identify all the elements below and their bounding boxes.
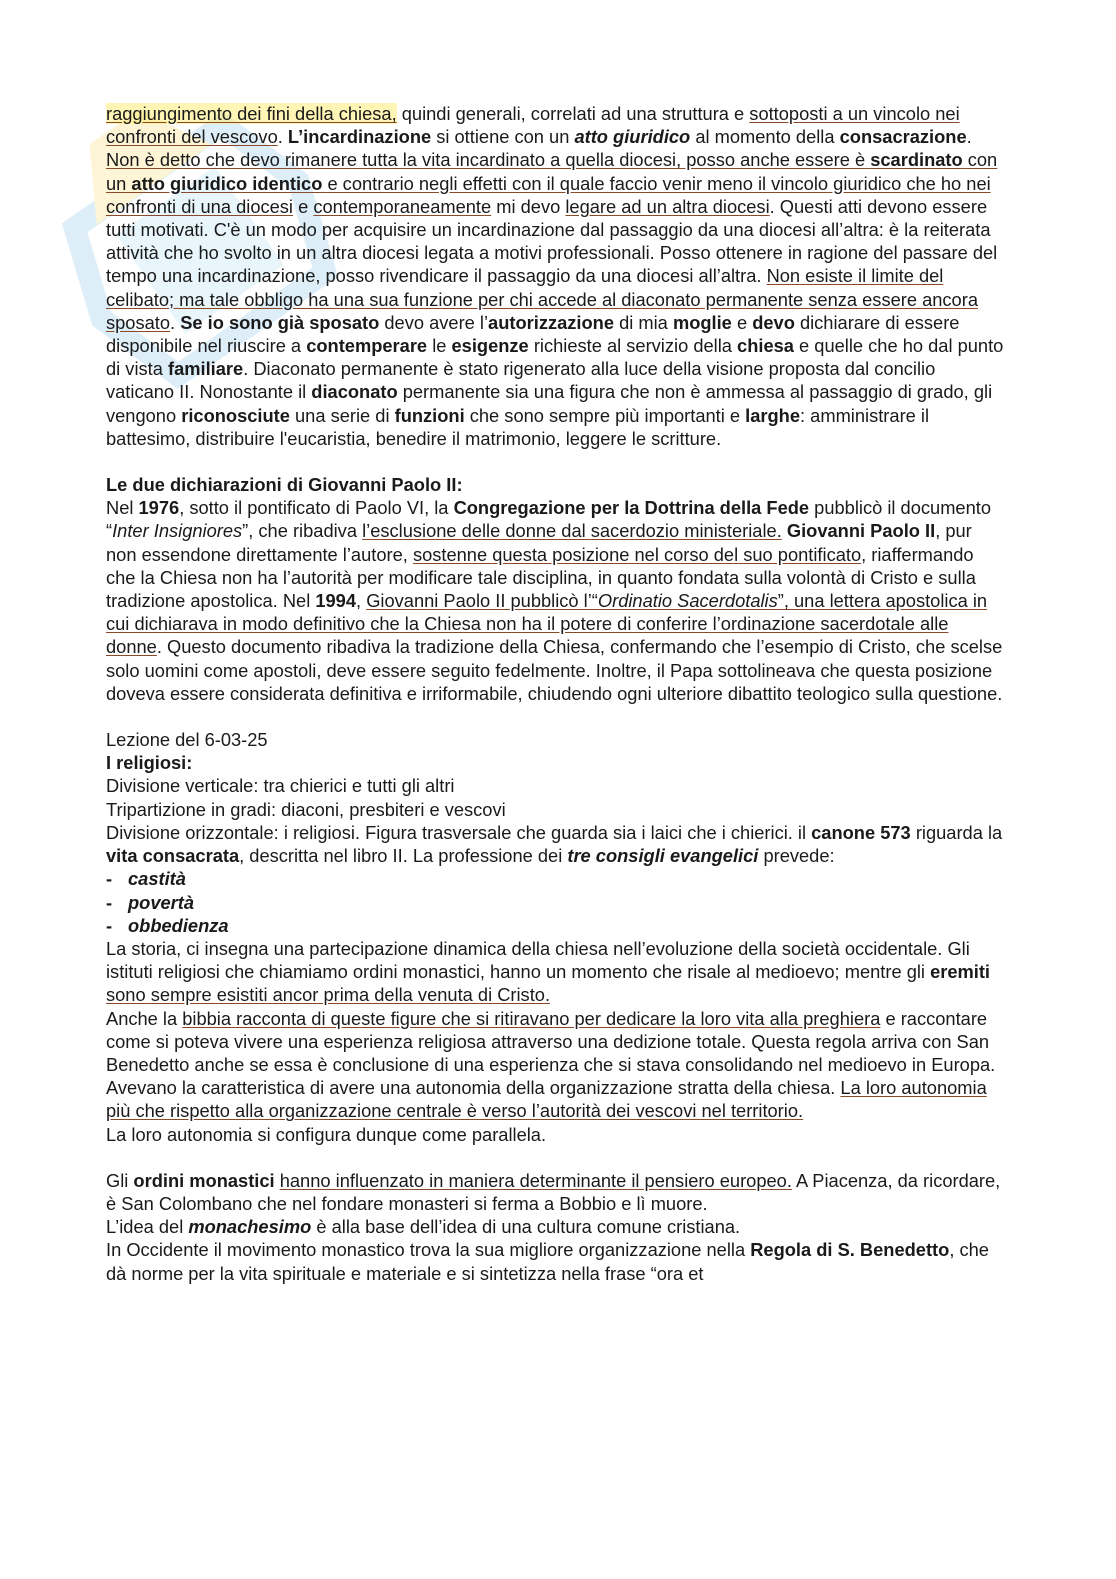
text-run: Se io sono già sposato — [180, 311, 380, 333]
text-run: . Questi atti devono essere tutti motivati. C'è un modo per acquisire un incardinazione dal passaggio da una diocesi all’altra: è la reiterata attività che ho svolto in un altra diocesi legata a motivi professionali. Posso ottenere in ragione del passare del tempo una incardinazione, posso rivendicare il passaggio da una diocesi all’altra. — [106, 195, 998, 287]
text-run: 1994 — [315, 590, 357, 612]
text-run: Nel — [106, 497, 139, 519]
text-run: , — [356, 590, 367, 612]
text-run: riguarda la — [910, 821, 1003, 843]
text-run: di mia — [614, 311, 673, 333]
text-run: è alla base dell’idea di una cultura comune cristiana. — [311, 1216, 741, 1238]
text-run: devo avere l’ — [379, 311, 489, 333]
text-run: vita consacrata — [106, 845, 240, 867]
paragraph-monachesimo — [106, 1215, 1006, 1238]
text-run: Giovanni Paolo II pubblicò l’“ — [366, 590, 598, 612]
lesson-date: Lezione del 6-03-25 — [106, 729, 268, 751]
paragraph-incardinazione — [106, 102, 1006, 450]
text-run: consacrazione — [839, 126, 967, 148]
text-run: 1976 — [138, 497, 180, 519]
text-run: richieste al servizio della — [528, 335, 738, 357]
paragraph-dichiarazioni — [106, 496, 1006, 705]
text-run: autorizzazione — [488, 311, 614, 333]
text-run: tre consigli evangelici — [567, 845, 759, 867]
text-run: ”, una lettera apostolica in cui dichiarava in modo definitivo che la Chiesa non ha il potere di conferire l’ordinazione sacerdotale alle donne — [106, 590, 988, 658]
text-run: pubblicò il documento “ — [106, 497, 992, 542]
text-run: L’incardinazione — [287, 126, 432, 148]
text-run: , che dà norme per la vita spirituale e materiale e si sintetizza nella frase “ora et — [106, 1239, 989, 1284]
line-divisione-verticale: Divisione verticale: tra chierici e tutti gli altri — [106, 775, 455, 797]
text-run: diaconato — [311, 381, 398, 403]
text-run: monachesimo — [188, 1216, 312, 1238]
text-run: contemperare — [306, 335, 428, 357]
text-run: Regola di S. Benedetto — [750, 1239, 950, 1261]
text-run: sono sempre esistiti ancor prima della venuta di Cristo. — [106, 984, 551, 1006]
text-run: Congregazione per la Dottrina della Fede — [453, 497, 810, 519]
text-run: moglie — [672, 311, 732, 333]
text-run: Non esiste il limite del celibato; ma tale obbligo ha una sua funzione per chi accede al diaconato permanente senza essere ancora sposato — [106, 265, 978, 333]
text-run: larghe — [745, 404, 801, 426]
heading-religiosi: I religiosi: — [106, 752, 193, 774]
paragraph-bibbia — [106, 1007, 1006, 1123]
text-run: scardinato — [870, 149, 963, 171]
list-item: - obbedienza — [106, 914, 229, 936]
text-run: l’esclusione delle donne dal sacerdozio ministeriale. — [362, 520, 782, 542]
text-run: L’idea del — [106, 1216, 189, 1238]
text-run: raggiungimento dei fini della chiesa, — [106, 103, 397, 124]
text-run: . — [277, 126, 288, 148]
paragraph-storia — [106, 937, 1006, 1007]
document-page — [106, 102, 1006, 1285]
text-run: ordini monastici — [133, 1169, 275, 1191]
text-run: . Diaconato permanente è stato rigenerato alla luce della visione proposta dal concilio vaticano II. Nonostante il — [106, 358, 936, 403]
paragraph-regola-benedetto — [106, 1238, 1006, 1284]
text-run: Anche la — [106, 1007, 183, 1029]
text-run: esigenze — [451, 335, 529, 357]
paragraph-ordini-monastici — [106, 1169, 1006, 1215]
text-run: dichiarare di essere disponibile nel riuscire a — [106, 311, 960, 357]
text-run: le — [427, 335, 452, 357]
text-run: atto giuridico identico — [131, 172, 323, 194]
text-run: chiesa — [737, 335, 794, 357]
text-run: sostenne questa posizione nel corso del suo pontificato — [412, 543, 862, 565]
text-run: e quelle che ho dal punto di vista — [106, 335, 1004, 380]
text-run: hanno influenzato in maniera determinante il pensiero europeo. — [279, 1169, 792, 1191]
text-run: atto giuridico — [574, 126, 691, 148]
text-run: Giovanni Paolo II — [786, 520, 936, 542]
text-run: legare ad un altra diocesi — [565, 195, 770, 217]
text-run: familiare — [167, 358, 244, 380]
text-run: sottoposti a un vincolo nei confronti del vescovo — [106, 103, 960, 148]
heading-dichiarazioni: Le due dichiarazioni di Giovanni Paolo II: — [106, 474, 463, 496]
text-run: La loro autonomia più che rispetto alla organizzazione centrale è verso l’autorità dei vescovi nel territorio. — [106, 1077, 987, 1122]
paragraph-divisione-orizzontale — [106, 821, 1006, 867]
text-run: si ottiene con un — [431, 126, 575, 148]
text-run: e — [731, 311, 753, 333]
line-autonomia-parallela: La loro autonomia si configura dunque come parallela. — [106, 1123, 547, 1145]
text-run: Divisione orizzontale: i religiosi. Figura trasversale che guarda sia i laici che i chierici. il — [106, 821, 812, 843]
text-run: che sono sempre più importanti e — [464, 404, 746, 426]
text-run: e contrario negli effetti con il quale faccio venir meno il vincolo giuridico che ho nei confronti di una diocesi — [106, 172, 991, 217]
text-run: eremiti — [930, 961, 991, 983]
text-run: , descritta nel libro II. La professione dei — [239, 845, 568, 867]
text-run: contemporaneamente — [313, 195, 492, 217]
text-run: . — [966, 126, 972, 148]
text-run: permanente sia una figura che non è ammessa al passaggio di grado, gli vengono — [106, 381, 993, 426]
text-run: Non è detto che devo rimanere tutta la vita incardinato a quella diocesi, posso anche essere è — [106, 149, 871, 171]
list-item: - povertà — [106, 891, 195, 913]
text-run: al momento della — [690, 126, 840, 148]
text-run: prevede: — [758, 845, 835, 867]
text-run: In Occidente il movimento monastico trova la sua migliore organizzazione nella — [106, 1239, 751, 1261]
text-run: Inter Insigniores — [112, 520, 243, 542]
text-run: una serie di — [289, 404, 395, 426]
text-run: canone 573 — [811, 821, 911, 843]
text-run: . Questo documento ribadiva la tradizione della Chiesa, confermando che l’esempio di Cristo, che scelse solo uomini come apostoli, deve essere seguito fedelmente. Inoltre, il Papa sottolineava che questa posizione doveva essere considerata definitiva e irriformabile, chiudendo ogni ulteriore dibattito teologico sulla questione. — [106, 636, 1003, 704]
text-run: La storia, ci insegna una partecipazione dinamica della chiesa nell’evoluzione della società occidentale. Gli istituti religiosi che chiamiamo ordini monastici, hanno un momento che risale al medioevo; mentre gli — [106, 937, 970, 983]
text-run: , riaffermando che la Chiesa non ha l’autorità per modificare tale disciplina, in quanto fondata sulla volontà di Cristo e sulla tradizione apostolica. Nel — [106, 543, 976, 612]
text-run: e — [293, 195, 314, 217]
text-run: e raccontare come si poteva vivere una esperienza religiosa attraverso una dedizione totale. Questa regola arriva con San Benedetto anche se essa è conclusione di una esperienza che si stava consolidando nel medioevo in Europa. Avevano la caratteristica di avere una autonomia della organizzazione stratta della chiesa. — [106, 1007, 996, 1099]
list-item: - castità — [106, 868, 186, 890]
text-run: bibbia racconta di queste figure che si ritiravano per dedicare la loro vita alla preghiera — [182, 1007, 881, 1029]
text-run: riconosciute — [181, 404, 290, 426]
text-run: ”, che ribadiva — [242, 520, 363, 542]
text-run: funzioni — [394, 404, 465, 426]
text-run: mi devo — [491, 195, 566, 217]
text-run: , sotto il pontificato di Paolo VI, la — [179, 497, 454, 519]
text-run: devo — [752, 311, 795, 333]
text-run: Ordinatio Sacerdotalis — [597, 590, 778, 612]
line-tripartizione: Tripartizione in gradi: diaconi, presbiteri e vescovi — [106, 798, 506, 820]
text-run: , pur non essendone direttamente l’autore, — [106, 520, 972, 565]
text-run: Gli — [106, 1169, 134, 1191]
text-run: A Piacenza, da ricordare, è San Colombano che nel fondare monasteri si ferma a Bobbio e lì muore. — [106, 1169, 1001, 1214]
text-run: con un — [106, 149, 998, 194]
text-run: quindi generali, correlati ad una struttura e — [396, 103, 750, 124]
text-run: . — [170, 311, 181, 333]
text-run: : amministrare il battesimo, distribuire l'eucaristia, benedire il matrimonio, leggere le scritture. — [106, 404, 930, 449]
